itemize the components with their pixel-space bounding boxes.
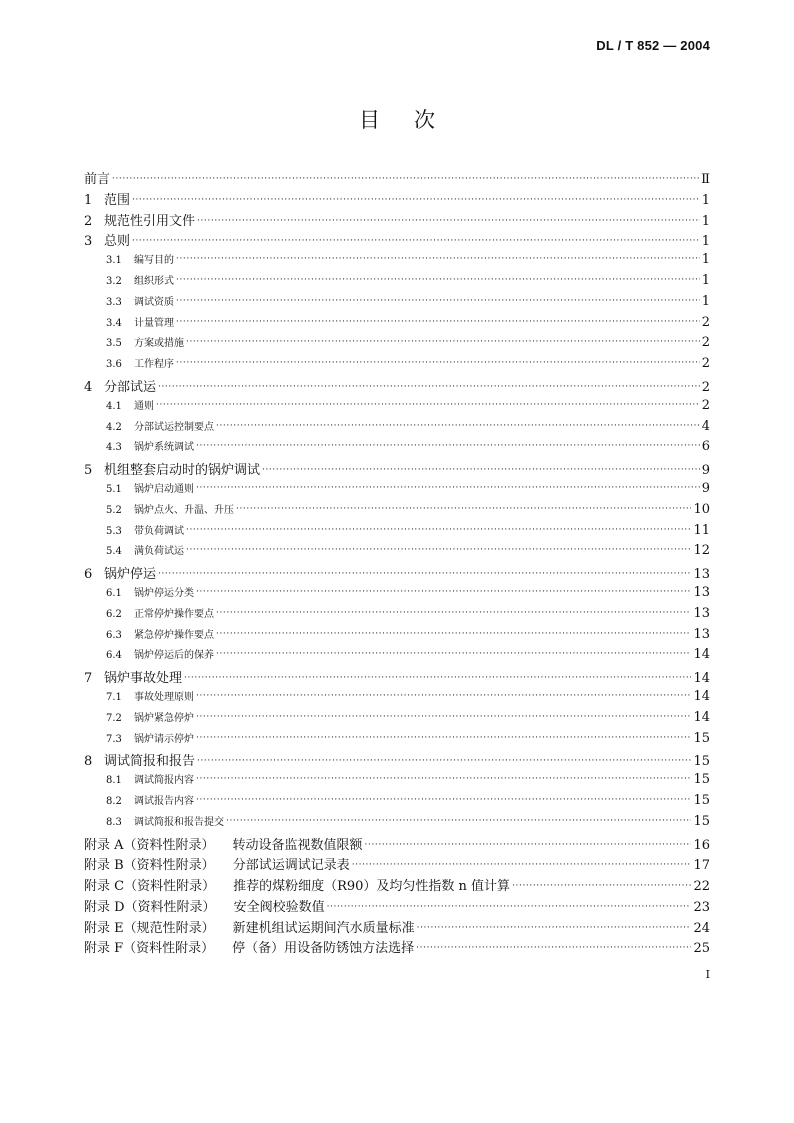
toc-entry-label: 事故处理原则: [134, 691, 194, 703]
toc-entry-label: 组织形式: [134, 275, 174, 287]
toc-entry[interactable]: [84, 626, 710, 647]
toc-entry-number: 6.1: [106, 587, 122, 599]
toc-entry-label: 带负荷调试: [134, 525, 184, 537]
toc-entry-page: 2: [701, 397, 710, 413]
toc-entry-page: 2: [701, 314, 710, 330]
toc-entry-page: 2: [701, 356, 710, 372]
toc-leader-dots: [327, 898, 692, 911]
toc-entry-page: 23: [693, 899, 710, 915]
toc-leader-dots: [196, 732, 691, 742]
toc-entry-number: 3.1: [106, 255, 122, 267]
toc-entry-page: 13: [693, 567, 710, 583]
toc-entry-number: 附录 B（资料性附录）: [84, 858, 215, 874]
toc-entry-page: 15: [693, 730, 710, 746]
toc-leader-dots: [112, 170, 699, 183]
toc-entry-page: 9: [701, 480, 710, 496]
toc-entry-number: 5.2: [106, 504, 122, 516]
toc-entry-label: 调试报告内容: [134, 795, 194, 807]
toc-entry-number: 3.4: [106, 317, 122, 329]
toc-entry-page: 13: [693, 605, 710, 621]
toc-entry[interactable]: [84, 667, 710, 688]
toc-leader-dots: [196, 794, 691, 804]
toc-entry-label: 转动设备监视数值限额: [232, 837, 363, 853]
toc-entry-page: 14: [693, 709, 710, 725]
toc-entry-number: 4.1: [106, 400, 122, 412]
toc-entry[interactable]: [84, 875, 710, 896]
toc-entry-label: 编写目的: [134, 255, 174, 267]
toc-entry[interactable]: [84, 251, 710, 272]
toc-entry-label: 锅炉停运分类: [134, 587, 194, 599]
toc-entry[interactable]: [84, 896, 710, 917]
toc-entry[interactable]: [84, 771, 710, 792]
toc-entry[interactable]: [84, 210, 710, 231]
toc-entry-label: 锅炉启动通则: [134, 483, 194, 495]
toc-entry-label: 范围: [104, 192, 131, 208]
toc-entry-page: 1: [701, 293, 710, 309]
toc-entry[interactable]: [84, 813, 710, 834]
toc-leader-dots: [196, 586, 691, 596]
toc-entry-label: 工作程序: [134, 359, 174, 371]
toc-entry-number: 3.3: [106, 296, 122, 308]
toc-leader-dots: [512, 877, 691, 890]
toc-entry-label: 调试简报和报告提交: [134, 816, 224, 828]
toc-entry-number: 8: [84, 754, 93, 770]
toc-entry-page: 15: [693, 813, 710, 829]
toc-entry-page: 1: [701, 234, 710, 250]
toc-entry-page: 10: [693, 501, 710, 517]
toc-leader-dots: [196, 690, 691, 700]
toc-entry-number: 2: [84, 213, 93, 229]
toc-entry-label: 分部试运调试记录表: [232, 858, 350, 874]
toc-leader-dots: [184, 669, 691, 682]
toc-entry-number: 3: [84, 234, 93, 250]
toc-leader-dots: [352, 856, 692, 869]
toc-entry[interactable]: [84, 605, 710, 626]
toc-entry-label: 锅炉停运: [104, 567, 157, 583]
toc-entry-page: 11: [693, 522, 710, 538]
toc-entry-page: 9: [701, 463, 710, 479]
toc-entry-number: 附录 D（资料性附录）: [84, 899, 216, 915]
toc-entry-label: 规范性引用文件: [104, 213, 196, 229]
toc-entry-page: 1: [701, 272, 710, 288]
toc-entry[interactable]: [84, 438, 710, 459]
toc-entry-page: 1: [701, 192, 710, 208]
toc-entry-number: 8.3: [106, 816, 122, 828]
toc-entry-label: 停（备）用设备防锈蚀方法选择: [232, 941, 415, 957]
toc-entry-label: 调试资质: [134, 296, 174, 308]
toc-entry[interactable]: [84, 563, 710, 584]
toc-entry-label: 锅炉紧急停炉: [134, 712, 194, 724]
toc-leader-dots: [216, 648, 691, 658]
toc-entry[interactable]: [84, 854, 710, 875]
toc-entry-number: 附录 E（规范性附录）: [84, 920, 215, 936]
toc-entry-label: 正常停炉操作要点: [134, 608, 214, 620]
toc-entry-label: 锅炉请示停炉: [134, 733, 194, 745]
toc-entry-label: 满负荷试运: [134, 546, 184, 558]
toc-leader-dots: [236, 503, 691, 513]
table-of-contents: [84, 168, 710, 958]
toc-leader-dots: [216, 420, 700, 430]
toc-leader-dots: [197, 212, 700, 225]
toc-entry-label: 计量管理: [134, 317, 174, 329]
toc-leader-dots: [156, 399, 700, 409]
toc-entry-page: 25: [693, 941, 710, 957]
toc-entry-label: 锅炉系统调试: [134, 442, 194, 454]
toc-entry[interactable]: [84, 168, 710, 189]
toc-entry-label: 通则: [134, 400, 154, 412]
toc-entry-label: 前言: [84, 172, 111, 187]
toc-entry-label: 锅炉点火、升温、升压: [134, 504, 234, 516]
toc-entry-label: 分部试运控制要点: [134, 421, 214, 433]
page-title: 目次: [359, 108, 469, 132]
toc-entry-page: 13: [693, 626, 710, 642]
toc-entry-number: 6.2: [106, 608, 122, 620]
toc-entry-number: 5.4: [106, 546, 122, 558]
page-number: I: [705, 968, 710, 981]
toc-entry-number: 3.5: [106, 338, 122, 350]
toc-entry[interactable]: [84, 334, 710, 355]
toc-entry-number: 7.3: [106, 733, 122, 745]
toc-entry-page: 15: [693, 772, 710, 788]
toc-entry-number: 附录 A（资料性附录）: [84, 837, 215, 853]
toc-leader-dots: [158, 565, 691, 578]
toc-entry-page: 16: [693, 837, 710, 853]
toc-entry-label: 调试简报内容: [134, 775, 194, 787]
toc-leader-dots: [176, 357, 700, 367]
toc-entry[interactable]: [84, 272, 710, 293]
toc-leader-dots: [216, 607, 691, 617]
toc-entry[interactable]: [84, 646, 710, 667]
toc-entry[interactable]: [84, 730, 710, 751]
toc-leader-dots: [196, 440, 700, 450]
toc-leader-dots: [196, 711, 691, 721]
toc-entry-page: 2: [701, 379, 710, 395]
toc-leader-dots: [158, 378, 700, 391]
toc-entry-number: 5.1: [106, 483, 122, 495]
toc-entry-label: 分部试运: [104, 379, 157, 395]
toc-entry-page: 13: [693, 584, 710, 600]
toc-entry-number: 8.1: [106, 775, 122, 787]
toc-entry[interactable]: [84, 480, 710, 501]
toc-entry-number: 3.2: [106, 275, 122, 287]
toc-entry-label: 锅炉事故处理: [104, 671, 183, 687]
toc-entry-number: 6.4: [106, 650, 122, 662]
toc-leader-dots: [196, 482, 700, 492]
toc-entry-number: 附录 F（资料性附录）: [84, 941, 215, 957]
toc-entry-number: 7.1: [106, 691, 122, 703]
toc-entry-label: 方案或措施: [134, 338, 184, 350]
toc-entry[interactable]: [84, 459, 710, 480]
toc-entry[interactable]: [84, 542, 710, 563]
toc-entry-page: 24: [693, 920, 710, 936]
toc-entry[interactable]: [84, 355, 710, 376]
toc-entry-page: 2: [701, 335, 710, 351]
toc-leader-dots: [416, 939, 691, 952]
toc-entry-number: 5.3: [106, 525, 122, 537]
toc-leader-dots: [176, 253, 700, 263]
toc-entry-page: 22: [693, 879, 710, 895]
toc-entry-number: 8.2: [106, 795, 122, 807]
toc-entry-label: 调试简报和报告: [104, 754, 196, 770]
toc-entry-number: 1: [84, 192, 93, 208]
toc-entry-number: 附录 C（资料性附录）: [84, 879, 216, 895]
toc-entry-number: 6: [84, 567, 93, 583]
toc-entry[interactable]: [84, 314, 710, 335]
toc-leader-dots: [197, 752, 691, 765]
toc-entry-page: 15: [693, 792, 710, 808]
toc-entry[interactable]: [84, 230, 710, 251]
toc-entry-number: 5: [84, 463, 93, 479]
toc-entry-number: 6.3: [106, 629, 122, 641]
toc-entry[interactable]: [84, 501, 710, 522]
toc-entry-page: 17: [693, 858, 710, 874]
toc-entry[interactable]: [84, 709, 710, 730]
toc-entry[interactable]: [84, 792, 710, 813]
toc-leader-dots: [226, 815, 691, 825]
toc-entry[interactable]: [84, 750, 710, 771]
toc-entry-page: 15: [693, 754, 710, 770]
toc-leader-dots: [417, 919, 692, 932]
toc-entry-number: 3.6: [106, 359, 122, 371]
toc-entry[interactable]: [84, 376, 710, 397]
toc-leader-dots: [186, 336, 700, 346]
toc-entry[interactable]: [84, 688, 710, 709]
toc-entry-label: 机组整套启动时的锅炉调试: [104, 463, 261, 479]
toc-leader-dots: [365, 836, 692, 849]
toc-leader-dots: [262, 461, 700, 474]
toc-leader-dots: [132, 191, 700, 204]
toc-entry-page: 14: [693, 688, 710, 704]
toc-leader-dots: [176, 274, 700, 284]
toc-entry-page: Ⅱ: [701, 172, 710, 187]
document-code: DL / T 852 — 2004: [596, 38, 710, 53]
toc-entry[interactable]: [84, 834, 710, 855]
toc-entry[interactable]: [84, 418, 710, 439]
toc-entry-number: 4: [84, 379, 93, 395]
toc-entry[interactable]: [84, 937, 710, 958]
toc-leader-dots: [176, 316, 700, 326]
toc-entry[interactable]: [84, 917, 710, 938]
toc-entry-label: 新建机组试运期间汽水质量标准: [232, 920, 415, 936]
toc-leader-dots: [186, 544, 691, 554]
toc-leader-dots: [186, 524, 691, 534]
toc-leader-dots: [196, 773, 691, 783]
toc-entry-number: 4.3: [106, 442, 122, 454]
toc-entry-label: 锅炉停运后的保养: [134, 650, 214, 662]
toc-leader-dots: [176, 295, 700, 305]
toc-entry-number: 7: [84, 671, 93, 687]
toc-entry-label: 安全阀校验数值: [233, 899, 325, 915]
toc-entry-page: 1: [701, 213, 710, 229]
toc-entry-page: 1: [701, 252, 710, 268]
toc-leader-dots: [132, 232, 700, 245]
toc-leader-dots: [216, 628, 691, 638]
toc-entry-number: 4.2: [106, 421, 122, 433]
toc-entry-page: 14: [693, 647, 710, 663]
toc-entry-label: 推荐的煤粉细度（R90）及均匀性指数 n 值计算: [233, 879, 511, 895]
toc-entry[interactable]: [84, 189, 710, 210]
toc-entry[interactable]: [84, 584, 710, 605]
toc-entry[interactable]: [84, 293, 710, 314]
toc-entry-page: 6: [701, 439, 710, 455]
toc-entry-label: 紧急停炉操作要点: [134, 629, 214, 641]
toc-entry-page: 4: [701, 418, 710, 434]
toc-entry-label: 总则: [104, 234, 131, 250]
toc-entry[interactable]: [84, 397, 710, 418]
toc-entry-page: 14: [693, 671, 710, 687]
toc-entry-page: 12: [693, 543, 710, 559]
toc-entry-number: 7.2: [106, 712, 122, 724]
toc-entry[interactable]: [84, 522, 710, 543]
